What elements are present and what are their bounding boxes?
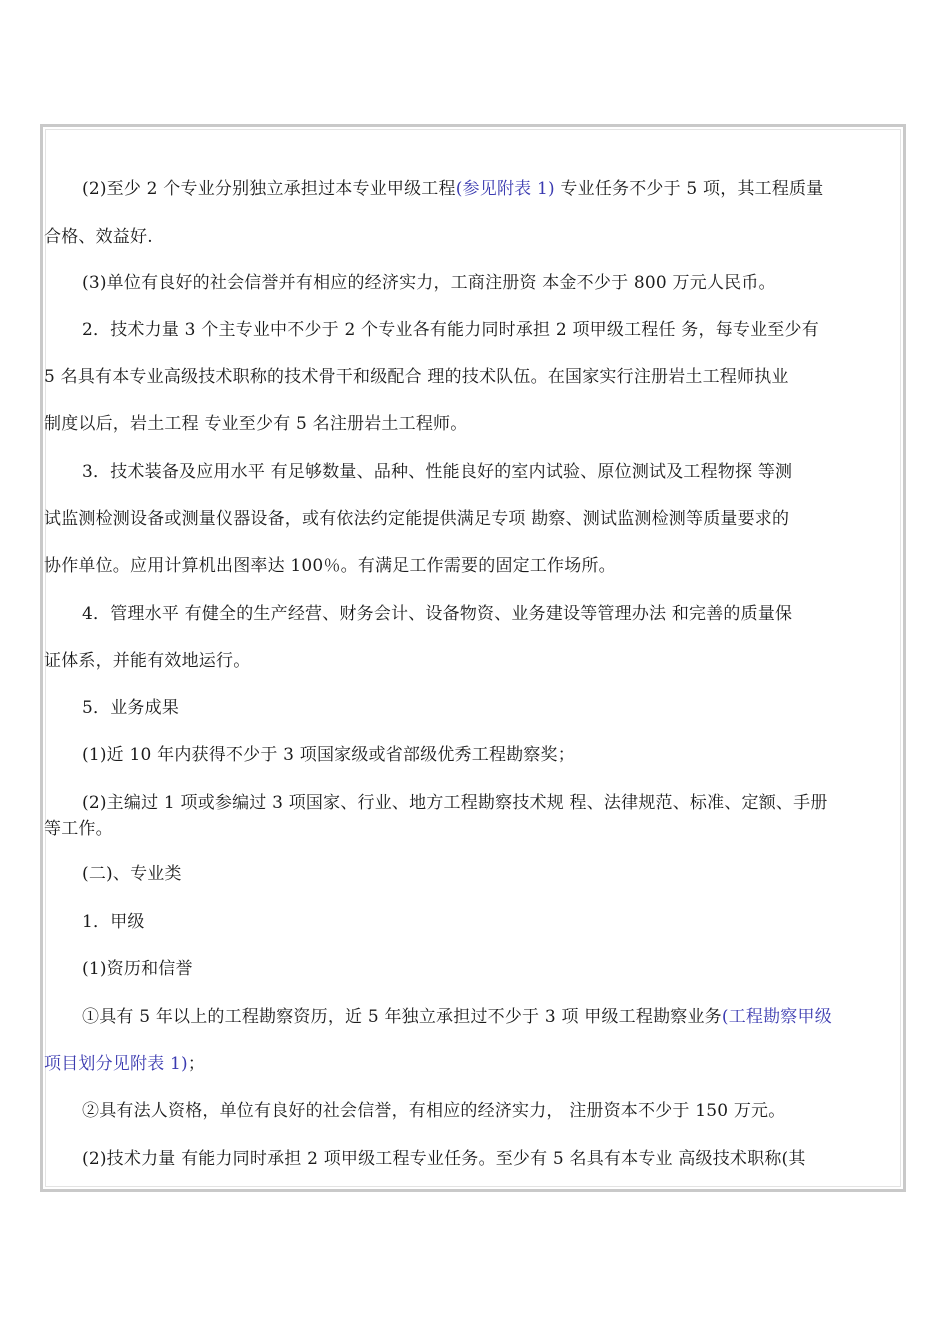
text-line-16: (二)、专业类 [82, 864, 182, 884]
text-line-12: 5．业务成果 [82, 698, 180, 718]
text-line-9: 协作单位。应用计算机出图率达 100％。有满足工作需要的固定工作场所。 [44, 556, 616, 576]
text-line-19-part-1: ①具有 5 年以上的工程勘察资历，近 5 年独立承担过不少于 3 项 甲级工程勘察业务 [82, 1007, 722, 1027]
text-line-1 [82, 178, 823, 200]
text-line-17: 1．甲级 [82, 912, 145, 932]
text-line-20-ref: 项目划分见附表 1) [44, 1054, 188, 1074]
text-line-21: ②具有法人资格，单位有良好的社会信誉，有相应的经济实力， 注册资本不少于 150 万元。 [82, 1101, 786, 1121]
text-line-5: 5 名具有本专业高级技术职称的技术骨干和级配合 理的技术队伍。在国家实行注册岩土工程师执业 [44, 367, 789, 387]
text-line-1-ref: (参见附表 1) [455, 179, 555, 199]
text-line-22: (2)技术力量 有能力同时承担 2 项甲级工程专业任务。至少有 5 名具有本专业 高级技术职称(其 [82, 1149, 806, 1169]
text-line-1-part-1: (2)至少 2 个专业分别独立承担过本专业甲级工程 [82, 179, 456, 199]
text-line-4: 2．技术力量 3 个主专业中不少于 2 个专业各有能力同时承担 2 项甲级工程任 务，每专业至少有 [82, 320, 819, 340]
text-line-2: 合格、效益好. [44, 227, 153, 247]
text-line-1-part-2: 专业任务不少于 5 项，其工程质量 [554, 179, 824, 199]
text-line-11: 证体系，并能有效地运行。 [44, 651, 251, 671]
text-line-14: (2)主编过 1 项或参编过 3 项国家、行业、地方工程勘察技术规 程、法律规范、标准、定额、手册 [82, 793, 828, 813]
text-line-6: 制度以后，岩土工程 专业至少有 5 名注册岩土工程师。 [44, 414, 468, 434]
text-line-19-ref: (工程勘察甲级 [721, 1007, 832, 1027]
text-line-19 [82, 1006, 832, 1028]
text-line-10: 4．管理水平 有健全的生产经营、财务会计、设备物资、业务建设等管理办法 和完善的质量保 [82, 604, 793, 624]
text-line-20-part-2: ； [187, 1054, 206, 1074]
text-line-8: 试监测检测设备或测量仪器设备，或有依法约定能提供满足专项 勘察、测试监测检测等质量要求的 [44, 509, 790, 529]
text-line-13: (1)近 10 年内获得不少于 3 项国家级或省部级优秀工程勘察奖； [82, 745, 575, 765]
text-line-3: (3)单位有良好的社会信誉并有相应的经济实力，工商注册资 本金不少于 800 万元人民币。 [82, 273, 776, 293]
text-line-20 [44, 1053, 205, 1075]
text-line-15: 等工作。 [44, 819, 113, 839]
text-line-7: 3．技术装备及应用水平 有足够数量、品种、性能良好的室内试验、原位测试及工程物探 等测 [82, 462, 793, 482]
text-line-18: (1)资历和信誉 [82, 959, 193, 979]
